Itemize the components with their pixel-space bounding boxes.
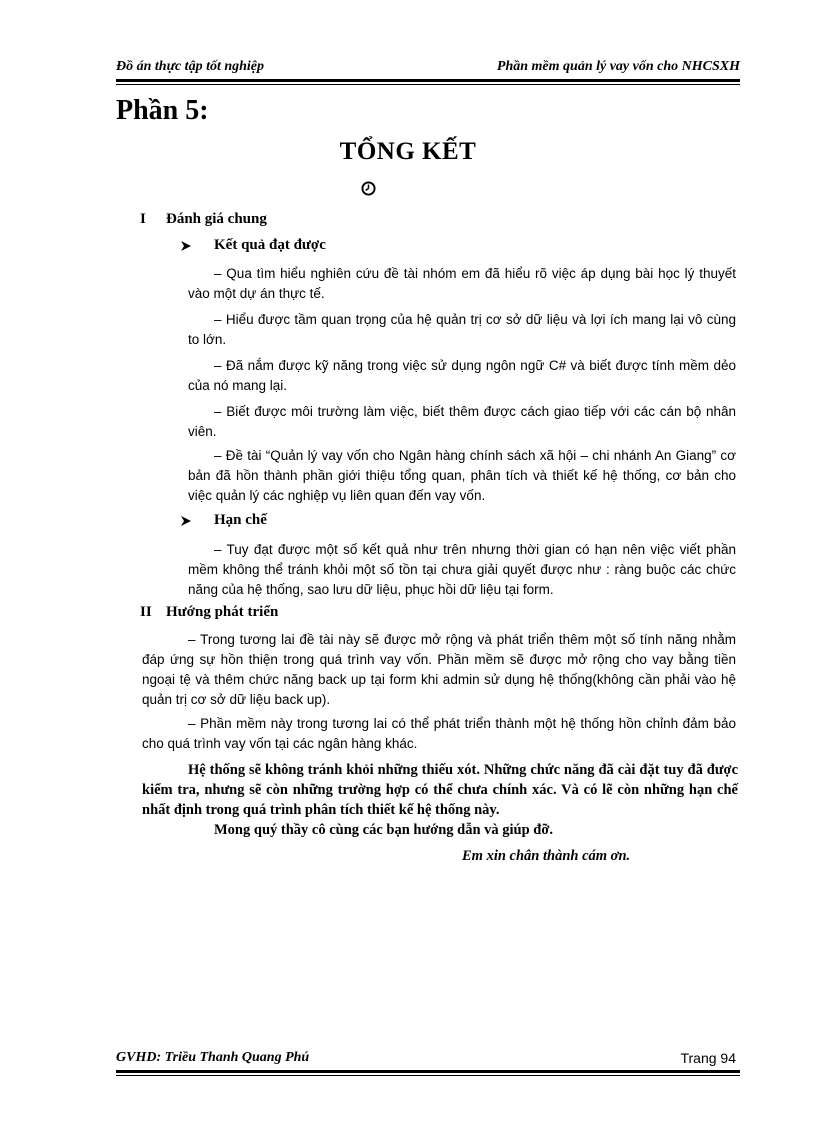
header-left-text: Đồ án thực tập tốt nghiệp	[116, 59, 265, 74]
header-right-text: Phần mềm quản lý vay vốn cho NHCSXH	[496, 59, 740, 74]
page-footer	[116, 1048, 740, 1070]
section1-number: I	[140, 211, 146, 227]
development-paragraph-2: – Phần mềm này trong tương lai có thể phát triển thành một hệ thống hồn chỉnh đảm bảo cho quá trình vay vốn tại các ngân hàng khác.	[142, 716, 736, 751]
page-header	[116, 57, 740, 79]
footer-rule-thick	[116, 1070, 740, 1073]
arrow-bullet-icon	[180, 240, 192, 252]
part-title: Phần 5:	[116, 95, 209, 126]
arrow-bullet-icon	[180, 515, 192, 527]
sub1-title: Kết quả đạt được	[214, 237, 326, 253]
footer-rule-thin	[116, 1075, 740, 1076]
signature-line: Em xin chân thành cám ơn.	[462, 848, 631, 864]
thanks-line: Mong quý thầy cô cùng các bạn hướng dẫn và giúp đỡ.	[214, 822, 554, 838]
development-paragraph-1: – Trong tương lai đề tài này sẽ được mở rộng và phát triển thêm một số tính năng nhằm đáp ứng sự hồn thiện trong quá trình vay vốn. Phần mềm sẽ được mở rộng cho vay bằng tiền ngoại tệ và thêm chức năng back up tại form khi admin sử dụng hệ thống(không cần phải vào hệ quản trị cơ sở dữ liệu back up).	[142, 632, 736, 707]
section2-number: II	[140, 604, 152, 620]
section1-title: Đánh giá chung	[166, 211, 267, 227]
result-paragraph-1: – Qua tìm hiểu nghiên cứu đề tài nhóm em đã hiểu rõ việc áp dụng bài học lý thuyết vào một dự án thực tế.	[188, 266, 736, 301]
limitation-paragraph: – Tuy đạt được một số kết quả như trên nhưng thời gian có hạn nên việc viết phần mềm không thể tránh khỏi một số tồn tại chưa giải quyết được như : ràng buộc các chức năng của hệ thống, sao lưu dữ liệu, phục hồi dữ liệu tại form.	[188, 542, 736, 597]
result-paragraph-3: – Đã nắm được kỹ năng trong việc sử dụng ngôn ngữ C# và biết được tính mềm dẻo của nó mang lại.	[188, 358, 736, 393]
section2-title: Hướng phát triển	[166, 604, 279, 620]
result-paragraph-4: – Biết được môi trường làm việc, biết thêm được cách giao tiếp với các cán bộ nhân viên.	[188, 404, 736, 439]
header-rule-thick	[116, 79, 740, 82]
sub2-title: Hạn chế	[214, 512, 267, 528]
footer-advisor: GVHD: Triều Thanh Quang Phú	[116, 1050, 310, 1065]
result-paragraph-2: – Hiểu được tầm quan trọng của hệ quản trị cơ sở dữ liệu và lợi ích mang lại vô cùng to lớn.	[188, 312, 736, 347]
clock-icon	[361, 181, 376, 196]
header-rule-thin	[116, 84, 740, 85]
footer-page-number: Trang 94	[680, 1050, 736, 1066]
main-title: TỔNG KẾT	[339, 138, 477, 165]
closing-paragraph: Hệ thống sẽ không tránh khỏi những thiếu xót. Những chức năng đã cài đặt tuy đã được kiểm tra, nhưng sẽ còn những trường hợp có thể chưa chính xác. Và có lẽ còn những hạn chế nhất định trong quá trình phân tích thiết kế hệ thống này.	[142, 762, 738, 818]
result-paragraph-5: – Đề tài “Quản lý vay vốn cho Ngân hàng chính sách xã hội – chi nhánh An Giang” cơ bản đã hồn thành phần giới thiệu tổng quan, phân tích và thiết kế hệ thống, cơ bản cho việc quản lý các nghiệp vụ liên quan đến vay vốn.	[188, 448, 736, 503]
